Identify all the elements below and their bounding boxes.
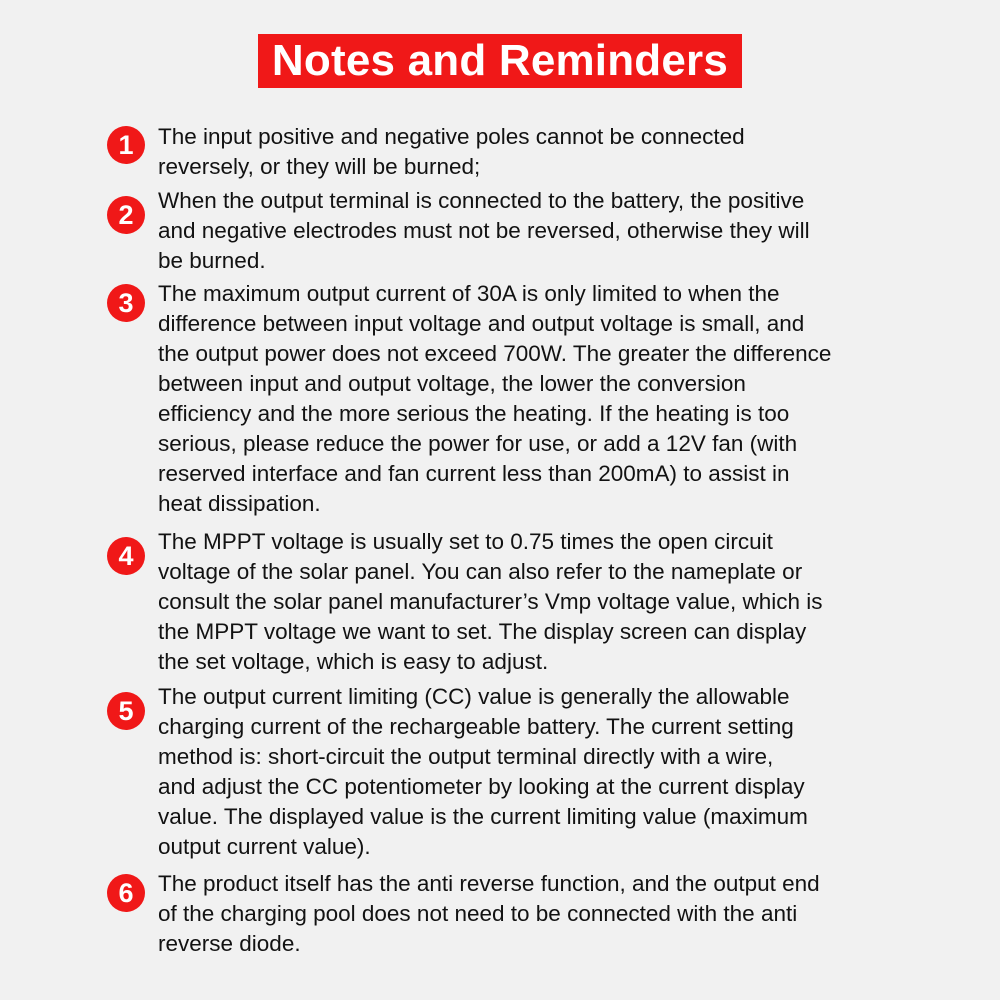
note-text: The MPPT voltage is usually set to 0.75 times the open circuit voltage of the solar panel. You can also refer to the nameplate or consult the solar panel manufacturer’s Vmp voltage value, which is the MPPT voltage we want to set. The display screen can display the set voltage, which is easy to adjust.: [158, 529, 823, 674]
number-badge: 4: [107, 537, 145, 575]
number-badge: 6: [107, 874, 145, 912]
note-text: The output current limiting (CC) value is generally the allowable charging current of the rechargeable battery. The current setting method is: short-circuit the output terminal directly with a wire, and adjust the CC potentiometer by looking at the current display value. The displayed value is the current limiting value (maximum output current value).: [158, 684, 808, 859]
note-text: The maximum output current of 30A is only limited to when the difference between input voltage and output voltage is small, and the output power does not exceed 700W. The greater the difference between input and output voltage, the lower the conversion efficiency and the more serious the heating. If the heating is too serious, please reduce the power for use, or add a 12V fan (with reserved interface and fan current less than 200mA) to assist in heat dissipation.: [158, 281, 832, 516]
title-banner: [0, 34, 1000, 88]
note-text: The product itself has the anti reverse function, and the output end of the charging pool does not need to be connected with the anti reverse diode.: [158, 871, 820, 956]
number-badge: 1: [107, 126, 145, 164]
note-text: When the output terminal is connected to the battery, the positive and negative electrodes must not be reversed, otherwise they will be burned.: [158, 188, 810, 273]
number-badge: 2: [107, 196, 145, 234]
page-title: Notes and Reminders: [258, 34, 742, 88]
note-text: The input positive and negative poles cannot be connected reversely, or they will be burned;: [158, 124, 745, 179]
number-badge: 5: [107, 692, 145, 730]
number-badge: 3: [107, 284, 145, 322]
